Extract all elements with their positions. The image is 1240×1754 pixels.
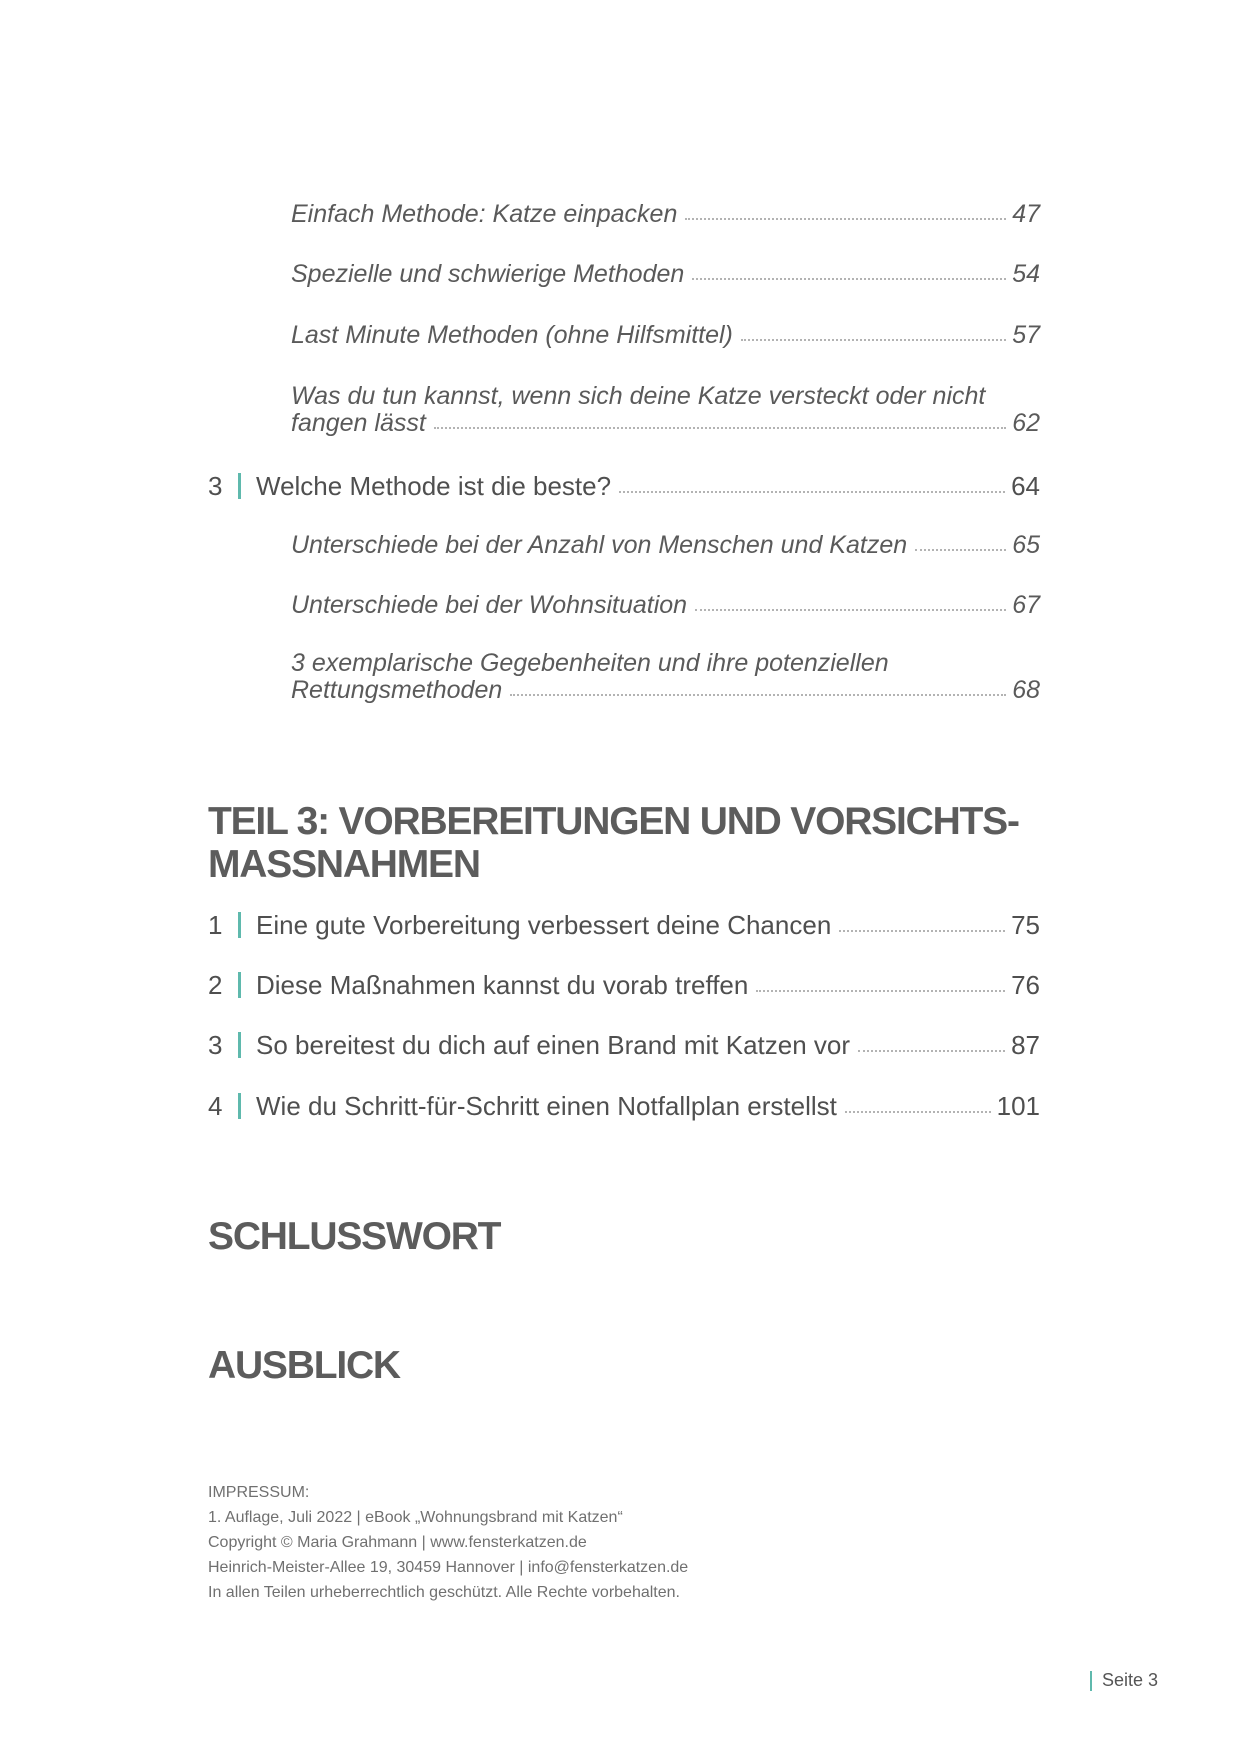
toc-entry-page: 47 bbox=[1012, 200, 1040, 228]
toc-entry[interactable] bbox=[208, 200, 1040, 229]
toc-entry-page: 68 bbox=[1012, 676, 1040, 704]
accent-bar bbox=[238, 473, 241, 499]
toc-entry[interactable] bbox=[208, 650, 1040, 705]
chapter-number: 1 bbox=[208, 910, 223, 940]
toc-chapter[interactable] bbox=[208, 1028, 1040, 1061]
toc-entry-page: 62 bbox=[1012, 409, 1040, 437]
impressum-line: Heinrich-Meister-Allee 19, 30459 Hannover | info@fensterkatzen.de bbox=[208, 1559, 689, 1576]
accent-bar bbox=[238, 1093, 241, 1119]
toc-entry-page: 54 bbox=[1012, 260, 1040, 288]
toc-entry-title: Unterschiede bei der Anzahl von Menschen und Katzen bbox=[291, 531, 908, 559]
dot-leader bbox=[685, 217, 1006, 220]
toc-entry-title-line1: Was du tun kannst, wenn sich deine Katze versteckt oder nicht bbox=[291, 382, 986, 410]
accent-bar bbox=[238, 912, 241, 938]
chapter-number: 2 bbox=[208, 970, 223, 1000]
toc-chapter[interactable] bbox=[208, 1089, 1040, 1122]
part-heading-line2: MASSNAHMEN bbox=[208, 843, 480, 886]
chapter-number: 4 bbox=[208, 1091, 223, 1121]
ausblick-heading: AUSBLICK bbox=[208, 1344, 400, 1387]
chapter-title: Welche Methode ist die beste? bbox=[256, 471, 612, 501]
chapter-title: Eine gute Vorbereitung verbessert deine Chancen bbox=[256, 910, 832, 940]
chapter-page: 87 bbox=[1011, 1030, 1040, 1060]
toc-entry[interactable] bbox=[208, 260, 1040, 289]
part-heading bbox=[208, 800, 1019, 886]
toc-entry-page: 67 bbox=[1012, 591, 1040, 619]
part-heading-line1: TEIL 3: VORBEREITUNGEN UND VORSICHTS- bbox=[208, 800, 1019, 843]
toc-entry-title: Unterschiede bei der Wohnsituation bbox=[291, 591, 688, 619]
dot-leader bbox=[692, 277, 1006, 280]
chapter-number: 3 bbox=[208, 1030, 223, 1060]
dot-leader bbox=[839, 929, 1005, 932]
page-number: Seite 3 bbox=[1101, 1670, 1158, 1690]
chapter-title: Diese Maßnahmen kannst du vorab treffen bbox=[256, 970, 749, 1000]
impressum-line: 1. Auflage, Juli 2022 | eBook „Wohnungsbrand mit Katzen“ bbox=[208, 1509, 623, 1526]
toc-chapter[interactable] bbox=[208, 469, 1040, 502]
toc-entry-title: Spezielle und schwierige Methoden bbox=[291, 260, 685, 288]
chapter-title: Wie du Schritt-für-Schritt einen Notfallplan erstellst bbox=[256, 1091, 837, 1121]
schlusswort-heading: SCHLUSSWORT bbox=[208, 1215, 501, 1258]
chapter-page: 101 bbox=[996, 1091, 1040, 1121]
accent-bar bbox=[238, 972, 241, 998]
dot-leader bbox=[695, 608, 1006, 611]
impressum-line: Copyright © Maria Grahmann | www.fensterkatzen.de bbox=[208, 1534, 587, 1551]
chapter-page: 76 bbox=[1011, 970, 1040, 1000]
toc-entry[interactable] bbox=[208, 531, 1040, 560]
dot-leader bbox=[845, 1110, 991, 1113]
dot-leader bbox=[434, 426, 1006, 429]
toc-entry-title: Last Minute Methoden (ohne Hilfsmittel) bbox=[291, 321, 733, 349]
dot-leader bbox=[510, 693, 1006, 696]
dot-leader bbox=[915, 548, 1006, 551]
chapter-page: 64 bbox=[1011, 471, 1040, 501]
page-footer bbox=[1090, 1670, 1158, 1691]
chapter-title: So bereitest du dich auf einen Brand mit Katzen vor bbox=[256, 1030, 851, 1060]
dot-leader bbox=[756, 989, 1005, 992]
toc-entry[interactable] bbox=[208, 383, 1040, 438]
dot-leader bbox=[858, 1049, 1005, 1052]
toc-entry-title-line1: 3 exemplarische Gegebenheiten und ihre potenziellen bbox=[291, 649, 889, 677]
impressum-label: IMPRESSUM: bbox=[208, 1484, 310, 1501]
dot-leader bbox=[619, 490, 1005, 493]
toc-entry-title-line2: Rettungsmethoden bbox=[291, 676, 503, 704]
toc-entry-page: 65 bbox=[1012, 531, 1040, 559]
toc-entry-page: 57 bbox=[1012, 321, 1040, 349]
impressum bbox=[208, 1480, 688, 1605]
dot-leader bbox=[741, 338, 1006, 341]
toc-entry[interactable] bbox=[208, 321, 1040, 350]
toc-entry-title: Einfach Methode: Katze einpacken bbox=[291, 200, 678, 228]
chapter-number: 3 bbox=[208, 471, 223, 501]
toc-chapter[interactable] bbox=[208, 968, 1040, 1001]
chapter-page: 75 bbox=[1011, 910, 1040, 940]
impressum-line: In allen Teilen urheberrechtlich geschützt. Alle Rechte vorbehalten. bbox=[208, 1584, 680, 1601]
accent-bar bbox=[238, 1032, 241, 1058]
toc-entry-title-line2: fangen lässt bbox=[291, 409, 426, 437]
accent-bar bbox=[1090, 1671, 1092, 1691]
toc-entry[interactable] bbox=[208, 591, 1040, 620]
toc-chapter[interactable] bbox=[208, 908, 1040, 941]
